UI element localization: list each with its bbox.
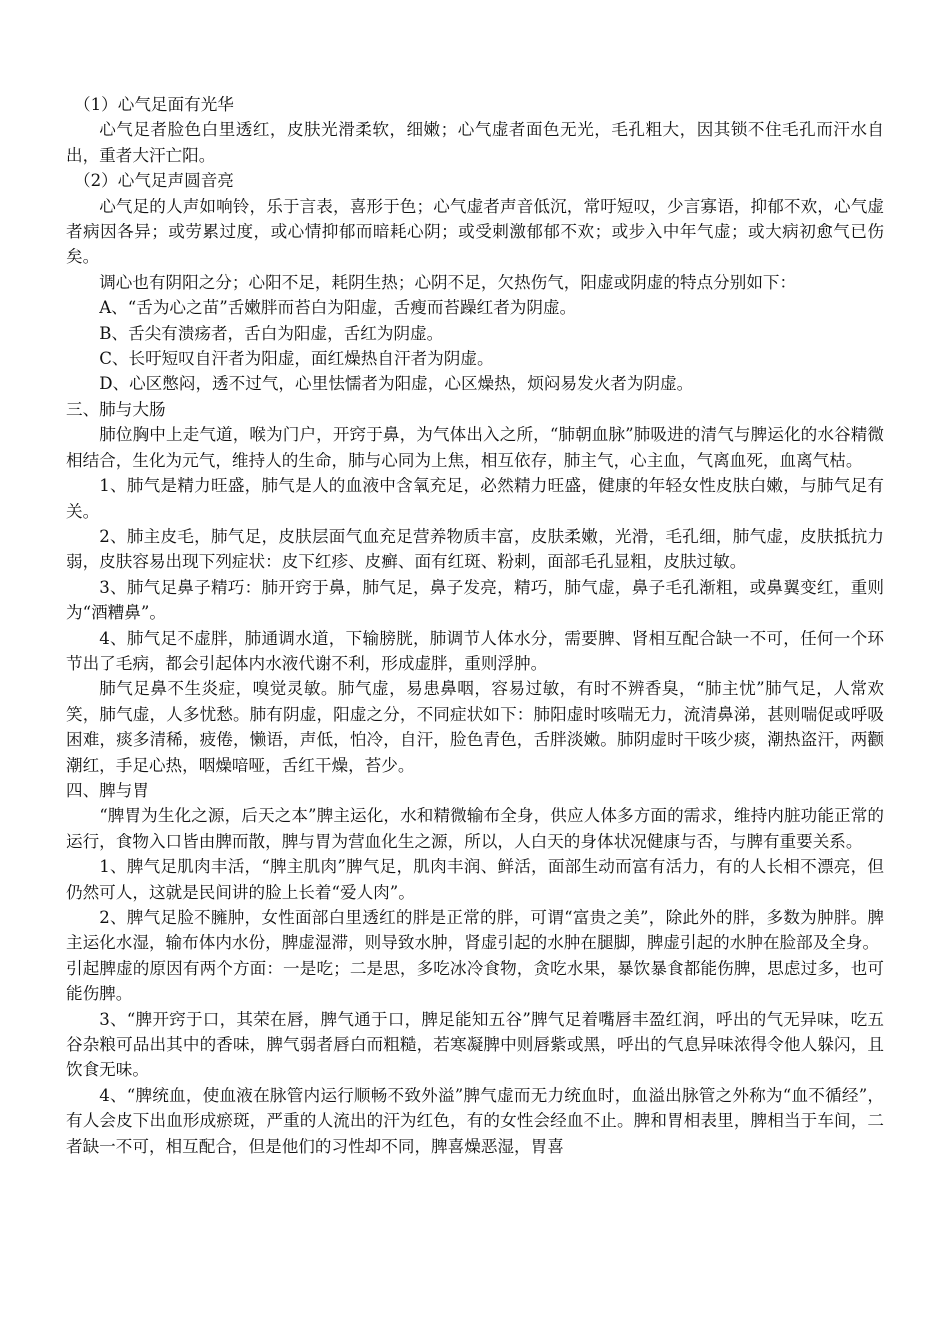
- list-item-b: B、舌尖有溃疡者，舌白为阳虚，舌红为阴虚。: [99, 323, 444, 343]
- paragraph-lung-1: 1、肺气是精力旺盛，肺气是人的血液中含氧充足，必然精力旺盛，健康的年轻女性皮肤白嫩，与肺气足有关。: [66, 476, 884, 521]
- subheading-heart-qi-voice: （2）心气足声圆音亮: [74, 171, 234, 191]
- paragraph-lung-4: 4、肺气足不虚胖，肺通调水道，下输膀胱，肺调节人体水分，需要脾、肾相互配合缺一不可，任何一个环节出了毛病，都会引起体内水液代谢不利，形成虚胖，重则浮肿。: [66, 628, 884, 673]
- paragraph-yin-yang-intro: 调心也有阴阳之分；心阳不足，耗阴生热；心阴不足，欠热伤气，阳虚或阴虚的特点分别如下：: [99, 272, 797, 292]
- paragraph-spleen-causes: 引起脾虚的原因有两个方面：一是吃；二是思，多吃冰冷食物，贪吃水果，暴饮暴食都能伤脾，思虑过多，也可能伤脾。: [66, 958, 884, 1004]
- paragraph-heart-qi-face: 心气足者脸色白里透红，皮肤光滑柔软，细嫩；心气虚者面色无光，毛孔粗大，因其锁不住毛孔而汗水自出，重者大汗亡阳。: [66, 120, 884, 165]
- list-item-d: D、心区憋闷，透不过气，心里怯懦者为阳虚，心区燥热，烦闷易发火者为阴虚。: [99, 374, 694, 394]
- paragraph-spleen-2: 2、脾气足脸不臃肿，女性面部白里透红的胖是正常的胖，可谓“富贵之美”，除此外的胖，多数为肿胖。脾主运化水湿，输布体内水份，脾虚湿滞，则导致水肿，肾虚引起的水肿在腿脚，脾虚引起的水肿在脸部及全身。: [66, 908, 884, 953]
- paragraph-heart-qi-voice: 心气足的人声如响铃，乐于言表，喜形于色；心气虚者声音低沉，常吁短叹，少言寡语，抑郁不欢，心气虚者病因各异；或劳累过度，或心情抑郁而暗耗心阴；或受刺激郁郁不欢；或步入中年气虚；或大病初愈气已伤矣。: [66, 196, 884, 267]
- paragraph-spleen-4: 4、“脾统血，使血液在脉管内运行顺畅不致外溢”脾气虚而无力统血时，血溢出脉管之外称为“血不循经”，有人会皮下出血形成瘀斑，严重的人流出的汗为红色，有的女性会经血不止。脾和胃相表里，脾相当于车间，二者缺一不可，相互配合，但是他们的习性却不同，脾喜燥恶湿，胃喜: [66, 1085, 884, 1156]
- paragraph-lung-nose: 肺气足鼻不生炎症，嗅觉灵敏。肺气虚，易患鼻咽，容易过敏，有时不辨香臭，“肺主忧”肺气足，人常欢笑，肺气虚，人多忧愁。肺有阴虚，阳虚之分，不同症状如下：肺阳虚时咳喘无力，流清鼻涕，甚则喘促或呼吸困难，痰多清稀，疲倦，懒语，声低，怕冷，自汗，脸色青色，舌胖淡嫩。肺阴虚时干咳少痰，潮热盗汗，两颧潮红，手足心热，咽燥喑哑，舌红干燥，苔少。: [66, 679, 884, 775]
- paragraph-spleen-3: 3、“脾开窍于口，其荣在唇，脾气通于口，脾足能知五谷”脾气足着嘴唇丰盈红润，呼出的气无异味，吃五谷杂粮可品出其中的香味，脾气弱者唇白而粗糙，若寒凝脾中则唇紫或黑，呼出的气息异味浓得令他人躲闪，且饮食无味。: [66, 1009, 884, 1080]
- list-item-a: A、“舌为心之苗”舌嫩胖而苔白为阳虚，舌瘦而苔躁红者为阴虚。: [99, 298, 577, 318]
- paragraph-lung-intro: 肺位胸中上走气道，喉为门户，开窍于鼻，为气体出入之所，“肺朝血脉”肺吸进的清气与脾运化的水谷精微相结合，生化为元气，维持人的生命，肺与心同为上焦，相互依存，肺主气，心主血，气离血死，血离气枯。: [66, 425, 884, 470]
- paragraph-spleen-intro: “脾胃为生化之源，后天之本”脾主运化，水和精微输布全身，供应人体多方面的需求，维持内脏功能正常的运行，食物入口皆由脾而散，脾与胃为营血化生之源，所以，人白天的身体状况健康与否，与脾有重要关系。: [66, 806, 884, 851]
- section-heading-lung: 三、肺与大肠: [66, 399, 166, 419]
- paragraph-spleen-1: 1、脾气足肌肉丰活，“脾主肌肉”脾气足，肌肉丰润、鲜活，面部生动而富有活力，有的人长相不漂亮，但仍然可人，这就是民间讲的脸上长着“爱人肉”。: [66, 857, 884, 902]
- paragraph-lung-3: 3、肺气足鼻子精巧：肺开窍于鼻，肺气足，鼻子发亮，精巧，肺气虚，鼻子毛孔渐粗，或鼻翼变红，重则为“酒糟鼻”。: [66, 577, 884, 623]
- list-item-c: C、长吁短叹自汗者为阳虚，面红燥热自汗者为阴虚。: [99, 349, 494, 369]
- section-heading-spleen: 四、脾与胃: [66, 780, 149, 800]
- subheading-heart-qi-face: （1）心气足面有光华: [74, 95, 234, 114]
- paragraph-lung-2: 2、肺主皮毛，肺气足，皮肤层面气血充足营养物质丰富，皮肤柔嫩，光滑，毛孔细，肺气虚，皮肤抵抗力弱，皮肤容易出现下列症状：皮下红疹、皮癣、面有红斑、粉刺，面部毛孔显粗，皮肤过敏。: [66, 526, 884, 572]
- document-page: [66, 92, 884, 1159]
